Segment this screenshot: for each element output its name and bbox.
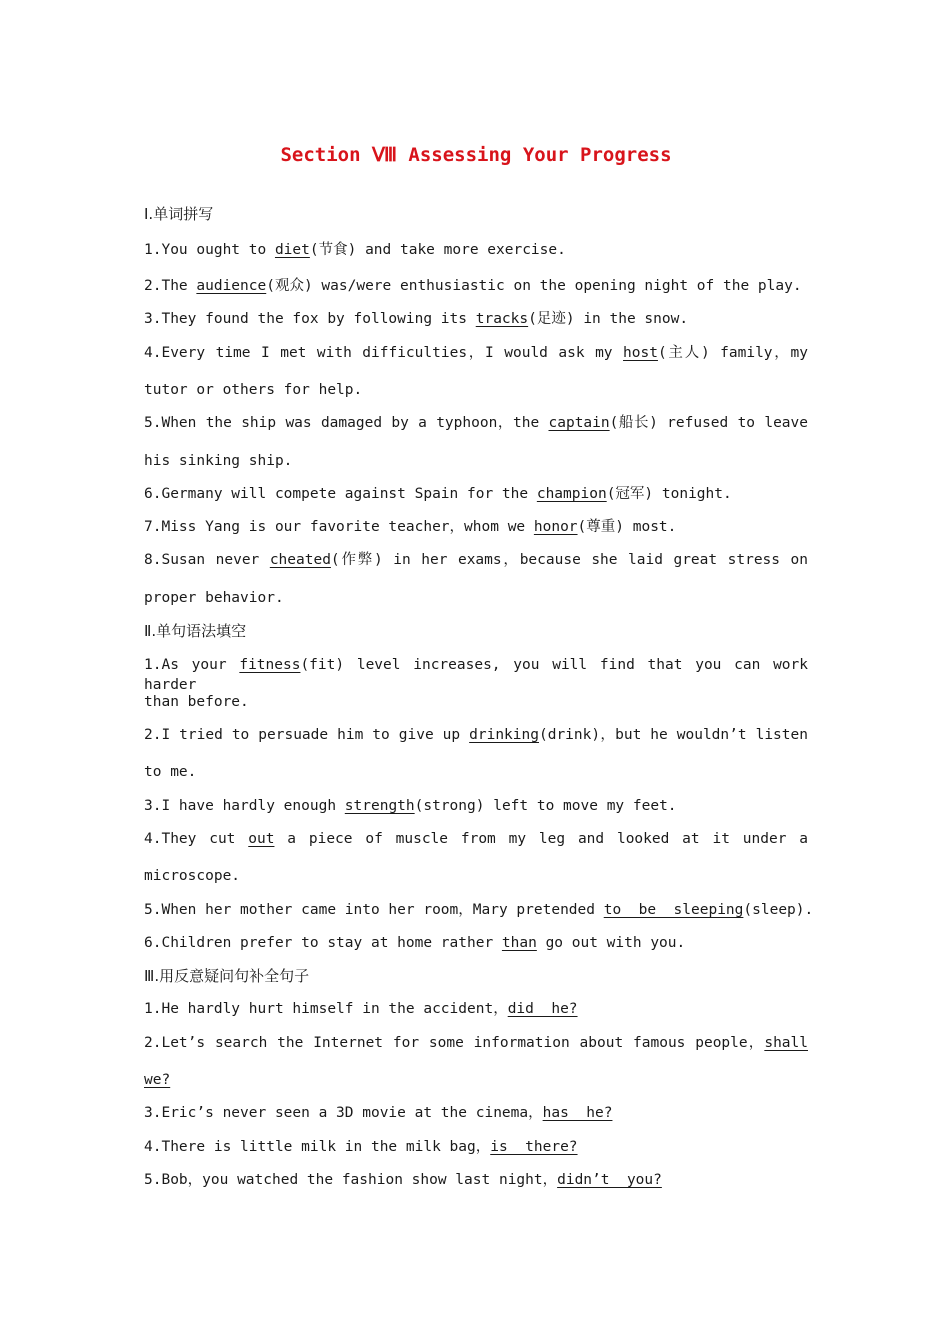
exercise-item: 2.The audience(观众) was/were enthusiastic on the opening night of the play. — [144, 278, 802, 294]
answer: champion — [536, 486, 607, 502]
answer: is there? — [490, 1139, 578, 1155]
exercise-item: 5.Bob，you watched the fashion show last night，didn’t you? — [144, 1172, 662, 1188]
answer: audience — [196, 278, 267, 294]
exercise-item: 5.When the ship was damaged by a typhoon，the captain(船长) refused to leave — [144, 415, 809, 431]
exercise-item-continuation: to me. — [144, 764, 197, 780]
answer: tracks — [475, 311, 529, 327]
exercise-item: 3.Eric’s never seen a 3D movie at the cinema，has he? — [144, 1105, 613, 1121]
exercise-item: 4.There is little milk in the milk bag，is there? — [144, 1139, 578, 1155]
exercise-item: 2.Let’s search the Internet for some information about famous people，shall — [144, 1035, 808, 1051]
exercise-item: 5.When her mother came into her room，Mary pretended to be sleeping(sleep). — [144, 902, 814, 918]
exercise-item-continuation — [144, 1070, 808, 1090]
exercise-item: 4.They cut out a piece of muscle from my leg and looked at it under a — [144, 831, 808, 847]
answer: to be sleeping — [603, 902, 744, 918]
answer: strength — [344, 798, 415, 814]
answer: cheated — [269, 552, 331, 568]
exercise-item: 6.Germany will compete against Spain for the champion(冠军) tonight. — [144, 486, 732, 502]
section-heading: Ⅱ.单句语法填空 — [144, 622, 247, 640]
exercise-item: 7.Miss Yang is our favorite teacher，whom we honor(尊重) most. — [144, 519, 677, 535]
answer: out — [248, 831, 275, 847]
exercise-item-continuation: proper behavior. — [144, 590, 284, 606]
exercise-item-continuation: tutor or others for help. — [144, 382, 363, 398]
exercise-item: 2.I tried to persuade him to give up drinking(drink)，but he wouldn’t listen — [144, 727, 808, 743]
answer: fitness — [239, 657, 301, 673]
exercise-item: 1.You ought to diet(节食) and take more exercise. — [144, 242, 566, 258]
section-heading: Ⅲ.用反意疑问句补全句子 — [144, 967, 310, 985]
answer: did he? — [507, 1001, 578, 1017]
answer: drinking — [469, 727, 539, 743]
answer: we? — [144, 1072, 171, 1088]
answer: diet — [274, 242, 310, 258]
answer: captain — [548, 415, 610, 431]
exercise-item: 3.I have hardly enough strength(strong) left to move my feet. — [144, 798, 677, 814]
exercise-item: 8.Susan never cheated(作弊) in her exams，because she laid great stress on — [144, 552, 808, 568]
answer: has he? — [542, 1105, 613, 1121]
exercise-item-continuation: his sinking ship. — [144, 453, 293, 469]
answer: honor — [533, 519, 578, 535]
exercise-item-continuation: than before. — [144, 694, 249, 710]
answer: host — [623, 345, 658, 361]
exercise-item: 1.As your fitness(fit) level increases, you will find that you can work harder — [144, 657, 808, 693]
answer: shall — [764, 1035, 808, 1051]
exercise-item: 1.He hardly hurt himself in the accident，did he? — [144, 1001, 578, 1017]
exercise-item: 3.They found the fox by following its tracks(足迹) in the snow. — [144, 311, 689, 327]
exercise-item: 4.Every time I met with difficulties，I would ask my host(主人) family，my — [144, 345, 809, 361]
document-title: Section Ⅷ Assessing Your Progress — [280, 144, 672, 166]
section-heading: Ⅰ.单词拼写 — [144, 205, 214, 223]
exercise-item: 6.Children prefer to stay at home rather than go out with you. — [144, 935, 686, 951]
answer: than — [501, 935, 537, 951]
answer: didn’t you? — [557, 1172, 662, 1188]
exercise-item-continuation: microscope. — [144, 868, 241, 884]
